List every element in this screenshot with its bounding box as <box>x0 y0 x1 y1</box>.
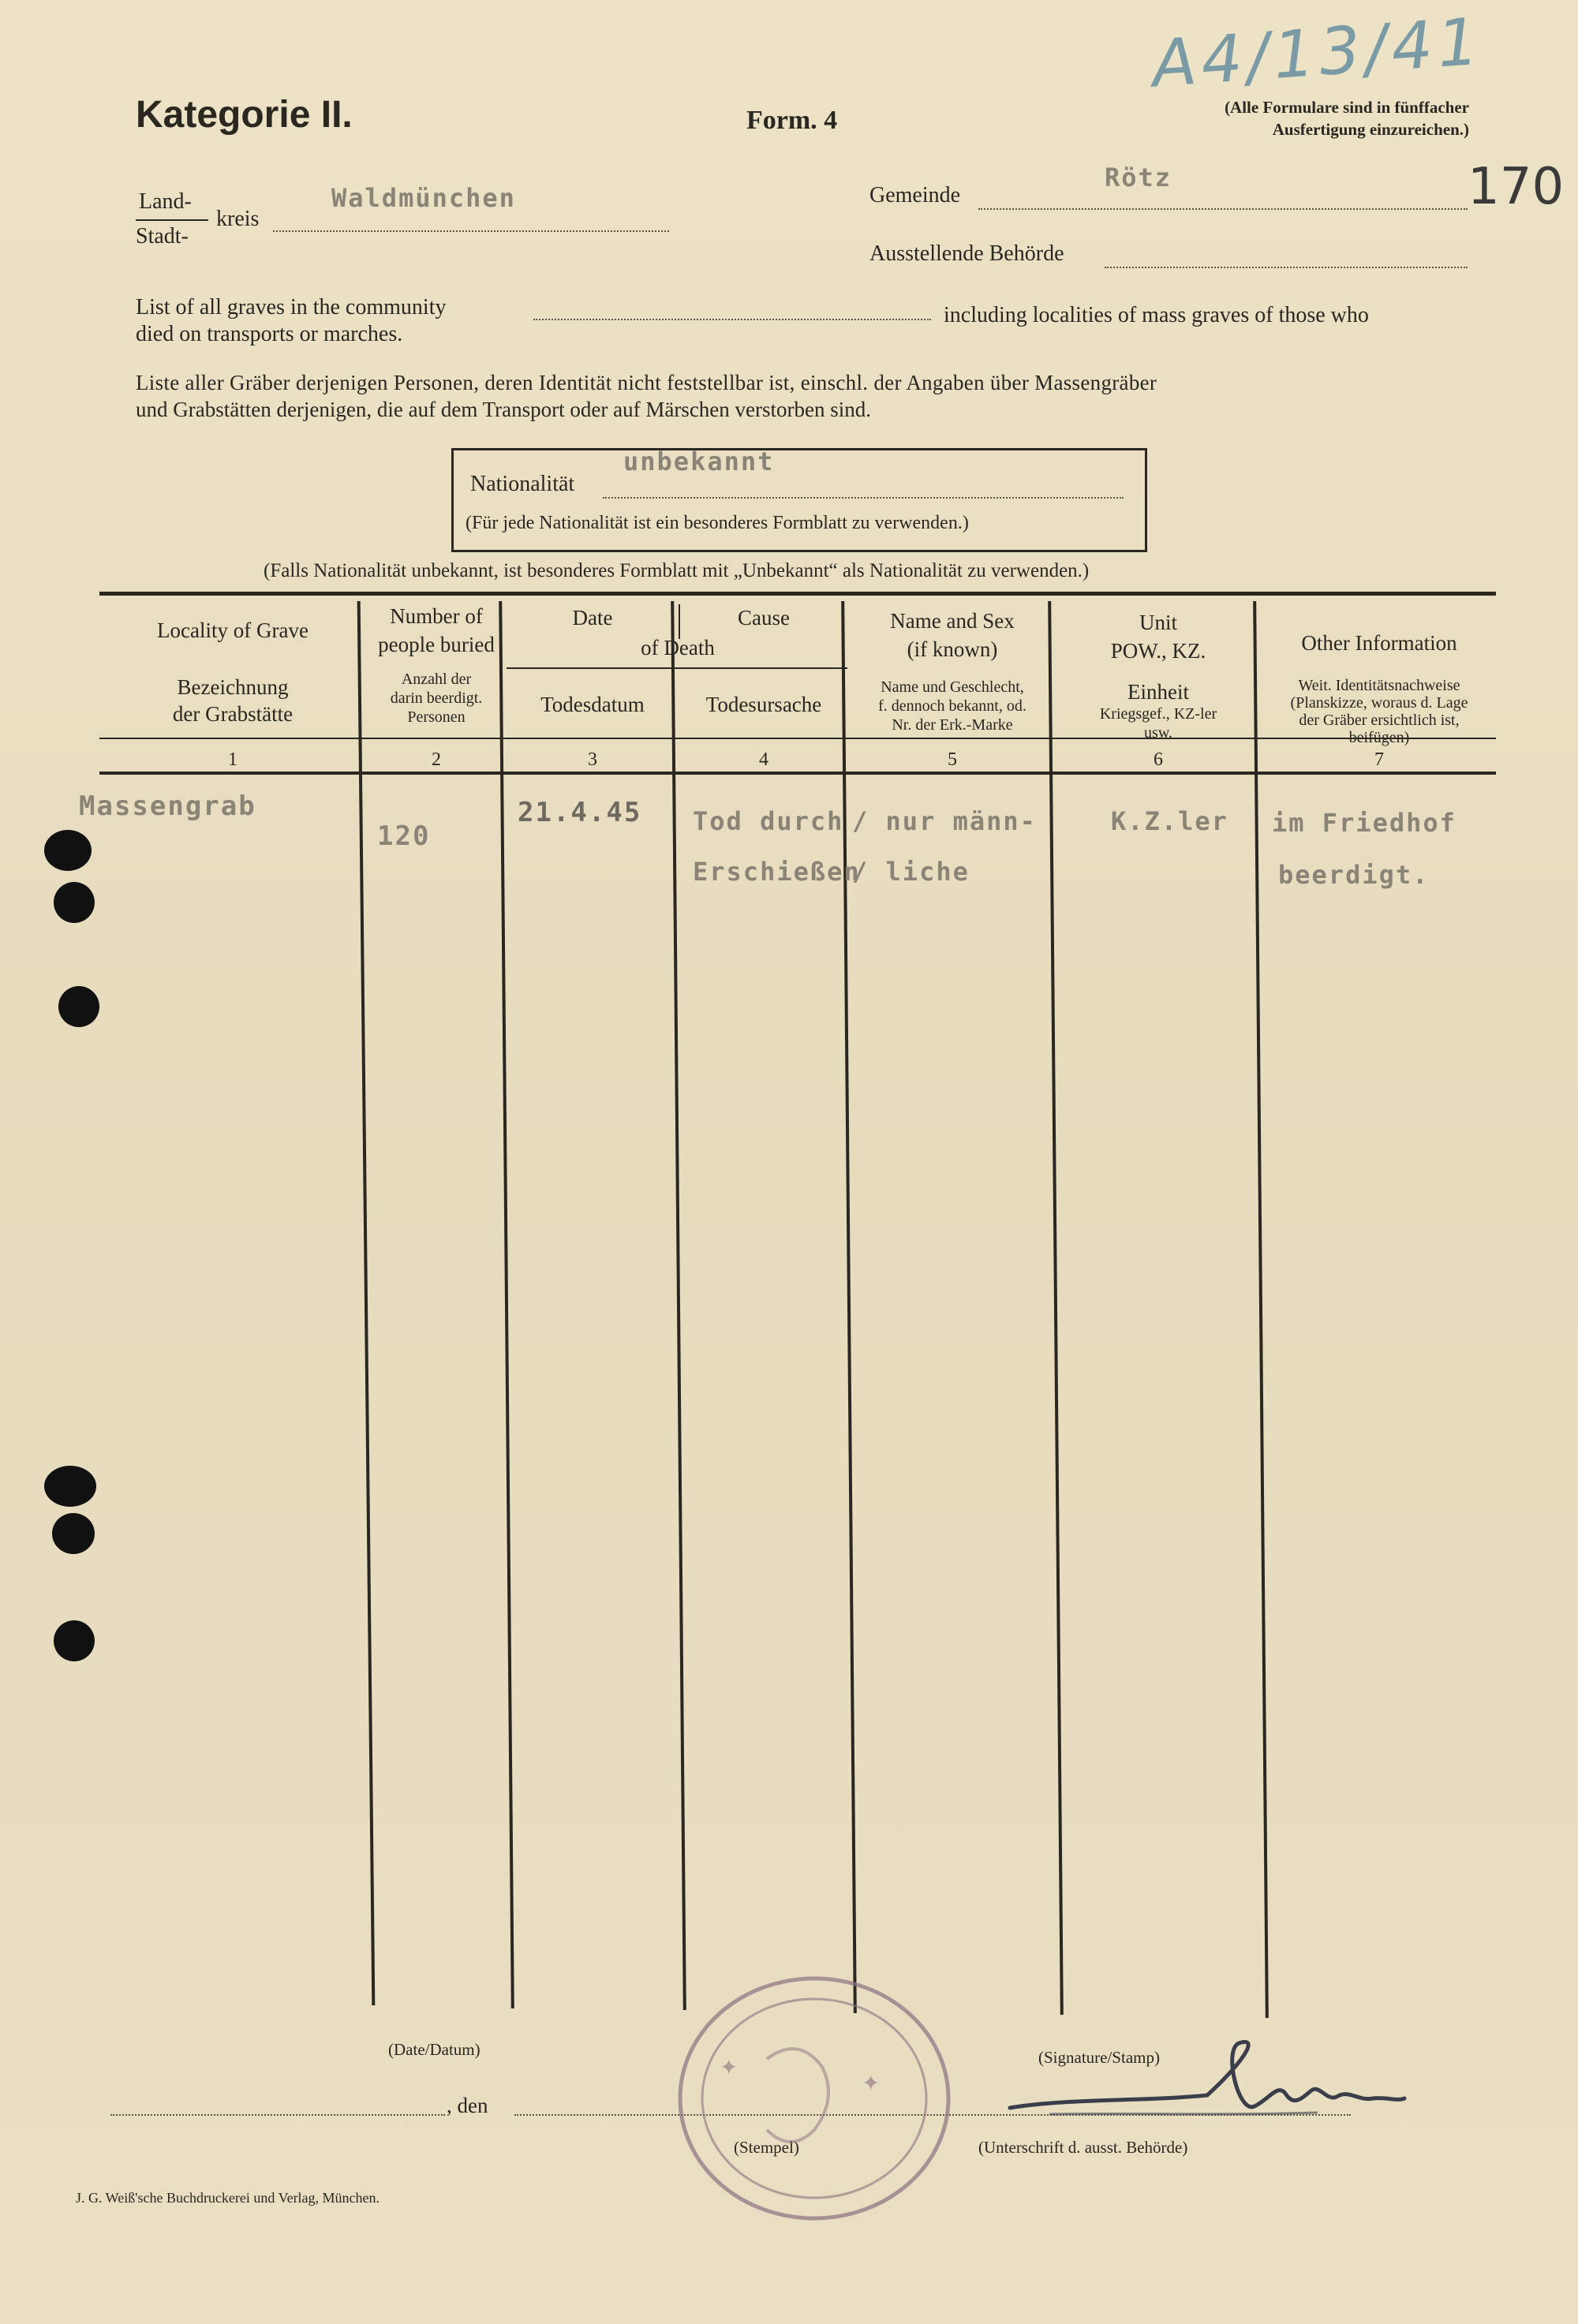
col3-header-de: Todesdatum <box>540 693 645 716</box>
entry-name-2: / liche <box>852 857 970 887</box>
col7-header-de-2: (Planskizze, woraus d. Lage <box>1290 694 1468 712</box>
form-number: Form. 4 <box>746 106 838 135</box>
col-number-7: 7 <box>1374 749 1384 770</box>
entry-cause-1: Tod durch <box>693 806 844 836</box>
nationality-note: (Für jede Nationalität ist ein besonderes Formblatt zu verwenden.) <box>466 513 969 533</box>
punch-hole <box>52 1513 95 1554</box>
stamp-label: (Stempel) <box>734 2138 799 2157</box>
punch-hole <box>54 1620 95 1661</box>
col5-header-de-3: Nr. der Erk.-Marke <box>892 716 1013 734</box>
date-cause-rule <box>507 667 847 669</box>
category-title: Kategorie II. <box>136 94 353 136</box>
col2-header-en-2: people buried <box>378 633 495 656</box>
unknown-note: (Falls Nationalität unbekannt, ist besonderes Formblatt mit „Unbekannt“ als Nationalität zu verwenden.) <box>264 560 1090 581</box>
col2-header-en-1: Number of <box>390 604 483 628</box>
table-top-rule <box>99 592 1496 596</box>
nationality-field[interactable] <box>603 497 1124 499</box>
land-label: Land- <box>139 189 192 214</box>
behoerde-label: Ausstellende Behörde <box>869 241 1064 266</box>
col7-header-en: Other Information <box>1301 631 1457 655</box>
entry-locality: Massengrab <box>79 790 256 822</box>
punch-hole <box>58 986 99 1027</box>
gemeinde-label: Gemeinde <box>869 183 961 207</box>
entry-date: 21.4.45 <box>518 797 642 828</box>
svg-text:✦: ✦ <box>720 2054 739 2080</box>
col-number-5: 5 <box>948 749 957 770</box>
col4-header-cause: Cause <box>738 606 790 630</box>
col-number-1: 1 <box>228 749 237 770</box>
col34-header-of-death: of Death <box>641 636 715 659</box>
intro-german-1: Liste aller Gräber derjenigen Personen, deren Identität nicht feststellbar ist, einschl. der Angaben über Massengräber <box>136 371 1157 394</box>
col2-header-de-3: Personen <box>407 708 466 726</box>
fraction-line <box>136 219 208 221</box>
intro-german-2: und Grabstätten derjenigen, die auf dem Transport oder auf Märschen verstorben sind. <box>136 398 872 421</box>
col-number-2: 2 <box>432 749 441 770</box>
col5-header-en-1: Name and Sex <box>890 609 1015 633</box>
nationality-label: Nationalität <box>470 472 575 496</box>
table-header-bottom-rule <box>99 772 1496 775</box>
svg-text:✦: ✦ <box>862 2070 881 2096</box>
nationality-value: unbekannt <box>623 446 775 476</box>
col7-header-de-1: Weit. Identitätsnachweise <box>1298 677 1460 694</box>
gemeinde-value: Rötz <box>1105 163 1172 192</box>
intro-english-a: List of all graves in the community <box>136 295 447 319</box>
copies-note-2: Ausfertigung einzureichen.) <box>1272 120 1469 139</box>
kreis-label: kreis <box>216 207 260 231</box>
place-field[interactable] <box>110 2114 445 2116</box>
col5-header-de-1: Name und Geschlecht, <box>881 678 1024 696</box>
unterschrift-label: (Unterschrift d. ausst. Behörde) <box>978 2138 1188 2157</box>
col2-header-de-1: Anzahl der <box>401 671 472 688</box>
col5-header-en-2: (if known) <box>907 637 998 661</box>
printer-note: J. G. Weiß'sche Buchdruckerei und Verlag, München. <box>76 2190 380 2206</box>
punch-hole <box>54 882 95 923</box>
behoerde-field[interactable] <box>1105 267 1468 268</box>
col3-header-date: Date <box>572 606 613 630</box>
col-number-3: 3 <box>588 749 597 770</box>
intro-english-b: including localities of mass graves of those who <box>944 303 1369 327</box>
col7-header-de-4: beifügen) <box>1348 729 1410 746</box>
entry-other-1: im Friedhof <box>1272 808 1456 838</box>
col6-header-en-2: POW., KZ. <box>1110 639 1206 663</box>
col2-header-de-2: darin beerdigt. <box>390 689 483 707</box>
col6-header-de-1: Einheit <box>1127 680 1189 704</box>
entry-other-2: beerdigt. <box>1278 860 1430 890</box>
col1-header-en: Locality of Grave <box>157 618 308 642</box>
col1-header-de-2: der Grabstätte <box>172 702 294 726</box>
punch-hole <box>44 1466 96 1507</box>
date-label: (Date/Datum) <box>388 2040 481 2059</box>
col-number-4: 4 <box>759 749 768 770</box>
col4-header-de: Todesursache <box>705 693 822 716</box>
page-number: 170 <box>1468 158 1565 216</box>
col1-header-de-1: Bezeichnung <box>177 675 289 699</box>
col-number-6: 6 <box>1154 749 1163 770</box>
entry-unit: K.Z.ler <box>1111 806 1228 836</box>
gemeinde-field[interactable] <box>978 208 1468 210</box>
official-stamp <box>672 1972 956 2225</box>
kreis-value: Waldmünchen <box>331 183 516 213</box>
col5-header-de-2: f. dennoch bekannt, od. <box>878 697 1026 715</box>
den-label: , den <box>447 2094 488 2117</box>
intro-english-c: died on transports or marches. <box>136 322 403 346</box>
col6-header-de-3: usw. <box>1144 724 1172 742</box>
punch-hole <box>44 830 92 871</box>
community-field[interactable] <box>533 319 931 320</box>
kreis-field[interactable] <box>273 230 669 232</box>
nationality-box <box>451 448 1147 552</box>
copies-note-1: (Alle Formulare sind in fünffacher <box>1225 98 1469 117</box>
entry-count: 120 <box>377 820 431 852</box>
handwritten-signature <box>1002 2019 1412 2146</box>
entry-cause-2: Erschießen <box>693 857 861 887</box>
entry-name-1: / nur männ- <box>852 806 1037 836</box>
signature-label: (Signature/Stamp) <box>1038 2048 1160 2067</box>
archive-number: A4/13/41 <box>1150 4 1486 103</box>
col6-header-de-2: Kriegsgef., KZ-ler <box>1099 705 1217 723</box>
stadt-label: Stadt- <box>136 224 189 248</box>
col7-header-de-3: der Gräber ersichtlich ist, <box>1299 712 1460 729</box>
col6-header-en-1: Unit <box>1139 611 1177 634</box>
